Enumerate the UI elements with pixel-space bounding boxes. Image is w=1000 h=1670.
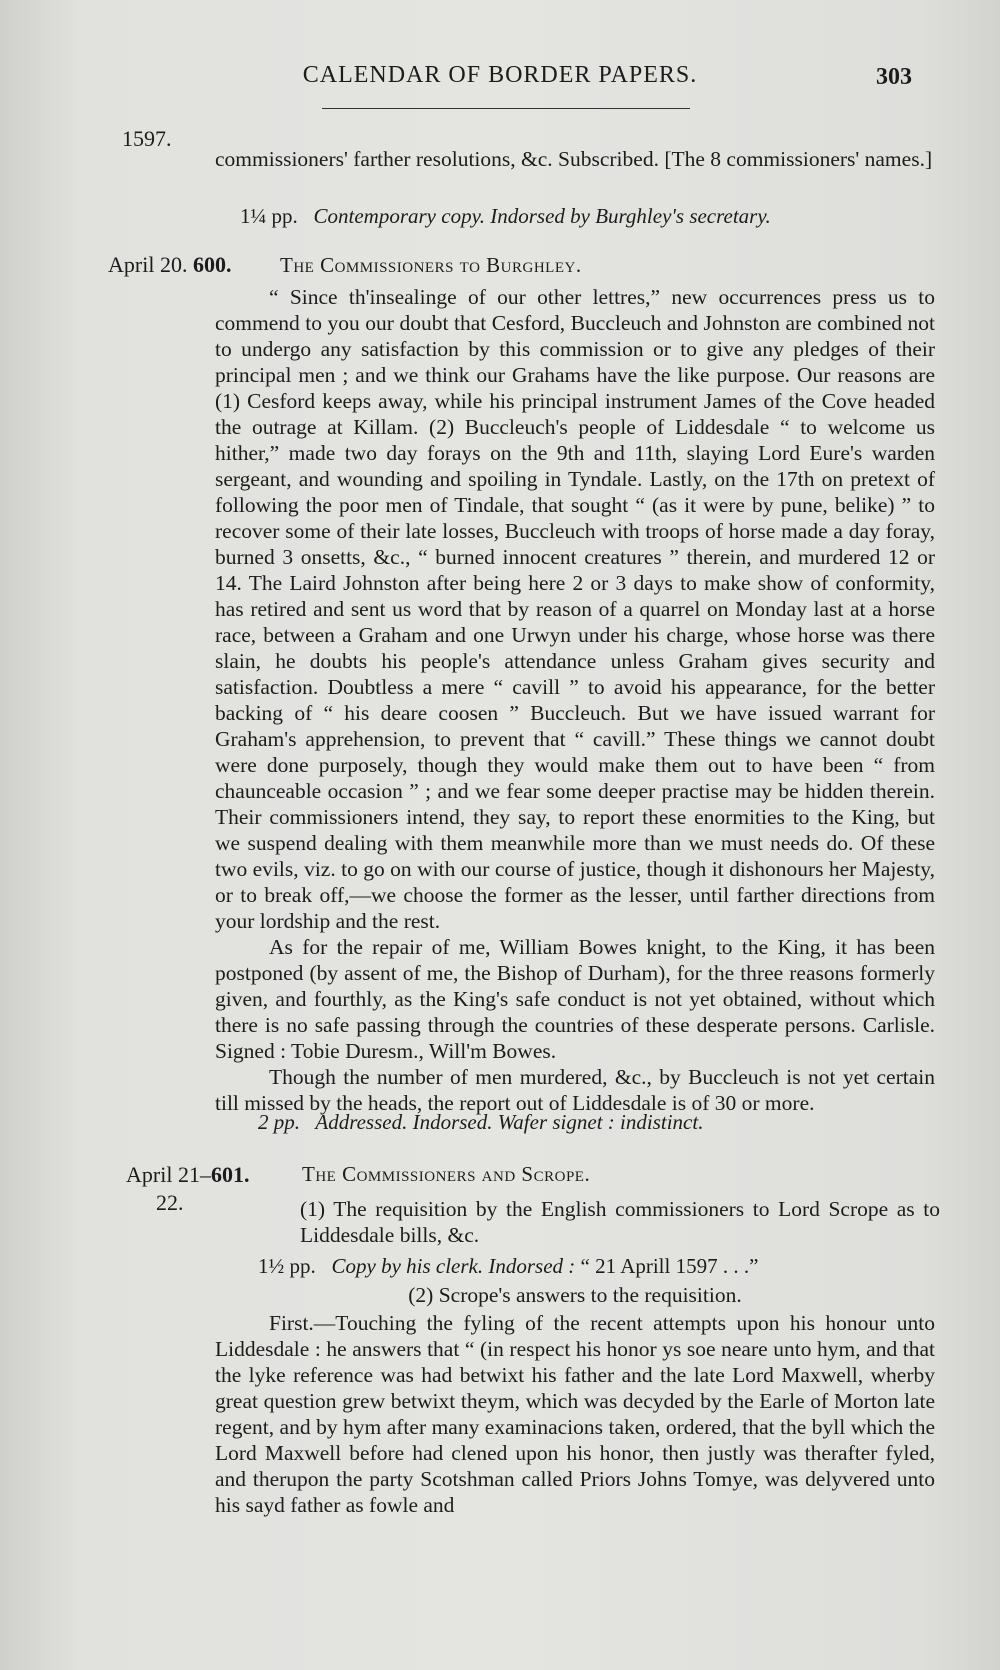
entry-601-title: The Commissioners and Scrope. xyxy=(302,1162,591,1186)
entry-600-paragraph-2: As for the repair of me, William Bowes knight, to the King, it has been postponed (by assent of me, the Bishop of Durham), for the three reasons formerly given, and fourthly, as the King's safe conduct is not yet obtained, without which there is no safe passing through the countries of these desperate persons. Carlisle. Signed : Tobie Duresm., Will'm Bowes. xyxy=(215,935,935,1063)
entry-601-item-1-note-qty: 1½ pp. xyxy=(258,1254,316,1278)
entry-601-date xyxy=(126,1162,249,1188)
continuation-note xyxy=(240,204,771,229)
entry-601-date-line-2: 22. xyxy=(156,1190,184,1215)
margin-year: 1597. xyxy=(122,126,172,151)
entry-600-date-text: April 20. xyxy=(108,252,188,277)
entry-601-item-2: (2) Scrope's answers to the requisition. xyxy=(408,1283,742,1307)
continuation-paragraph: commissioners' farther resolutions, &c. Subscribed. [The 8 commissioners' names.] xyxy=(215,147,933,171)
entry-600-paragraph-3: Though the number of men murdered, &c., by Buccleuch is not yet certain till missed by the heads, the report out of Liddesdale is of 30 or more. xyxy=(215,1065,935,1115)
entry-600-number: 600. xyxy=(192,252,232,277)
entry-600-note xyxy=(258,1110,703,1135)
header-rule xyxy=(322,108,690,109)
running-title: CALENDAR OF BORDER PAPERS. xyxy=(302,62,698,88)
entry-601-item-1-note xyxy=(258,1254,758,1279)
entry-601-date-line-1: April 21– xyxy=(126,1162,211,1187)
entry-601-item-1 xyxy=(300,1196,940,1248)
entry-600-body xyxy=(215,284,935,1116)
entry-601-item-1-text: (1) The requisition by the English commissioners to Lord Scrope as to Liddesdale bills, &c. xyxy=(300,1197,940,1247)
entry-601-body xyxy=(215,1310,935,1518)
entry-600-title: The Commissioners to Burghley. xyxy=(280,253,582,277)
entry-601-item-1-note-quote: “ 21 Aprill 1597 . . .” xyxy=(580,1254,759,1278)
entry-600-note-text: Addressed. Indorsed. Wafer signet : indistinct. xyxy=(315,1110,704,1134)
continuation-text xyxy=(215,146,935,172)
continuation-note-qty: 1¼ pp. xyxy=(240,204,298,228)
entry-601-item-1-note-text: Copy by his clerk. Indorsed : xyxy=(331,1254,576,1278)
entry-601-number: 601. xyxy=(210,1162,250,1187)
continuation-note-text: Contemporary copy. Indorsed by Burghley's secretary. xyxy=(313,204,771,228)
entry-601-paragraph-1: First.—Touching the fyling of the recent attempts upon his honour unto Liddesdale : he answers that “ (in respect his honor ys soe neare unto hym, and that the lyke reference was had betwixt his father and the late Lord Maxwell, wherby great question grew betwixt theym, which was decyded by the Earle of Morton late regent, and by hym after many examinacions taken, ordered, that the byll which the Lord Maxwell before had clened upon his honor, then justly was therafter fyled, and therupon the party Scotshman called Priors Johns Tomye, was delyvered unto his sayd father as fowle and xyxy=(215,1311,935,1517)
entry-600-date xyxy=(108,252,231,278)
entry-600-note-qty: 2 pp. xyxy=(258,1110,300,1134)
entry-600-paragraph-1: “ Since th'insealinge of our other lettres,” new occurrences press us to commend to you our doubt that Cesford, Buccleuch and Johnston are combined not to undergo any satisfaction by this commission or to give any pledges of their principal men ; and we think our Grahams have the like purpose. Our reasons are (1) Cesford keeps away, while his principal instrument James of the Cove headed the outrage at Killam. (2) Buccleuch's people of Liddesdale “ to welcome us hither,” made two day forays on the 9th and 11th, slaying Lord Eure's warden sergeant, and wounding and spoiling in Tyndale. Lastly, on the 17th on pretext of following the poor men of Tindale, that sought “ (as it were by pune, belike) ” to recover some of their late losses, Buccleuch with troops of horse made a day foray, burned 3 onsetts, &c., “ burned innocent creatures ” therein, and murdered 12 or 14. The Laird Johnston after being here 2 or 3 days to make show of conformity, has retired and sent us word that by reason of a quarrel on Monday last at a horse race, between a Graham and one Urwyn under his charge, whose horse was there slain, he doubts his people's attendance unless Graham gives security and satisfaction. Doubtless a mere “ cavill ” to avoid his appearance, for the better backing of “ his deare coosen ” Buccleuch. But we have issued warrant for Graham's apprehension, to prevent that “ cavill.” These things we cannot doubt were done purposely, though they would make them out to have been “ from chaunceable occasion ” ; and we fear some deeper practise may be hidden therein. Their commissioners intend, they say, to report these enormities to the King, but we suspend dealing with them meanwhile more than we must needs do. Of these two evils, viz. to go on with our course of justice, though it dishonours her Majesty, or to break off,—we choose the former as the lesser, until farther directions from your lordship and the rest. xyxy=(215,285,935,933)
page-number: 303 xyxy=(876,64,912,90)
